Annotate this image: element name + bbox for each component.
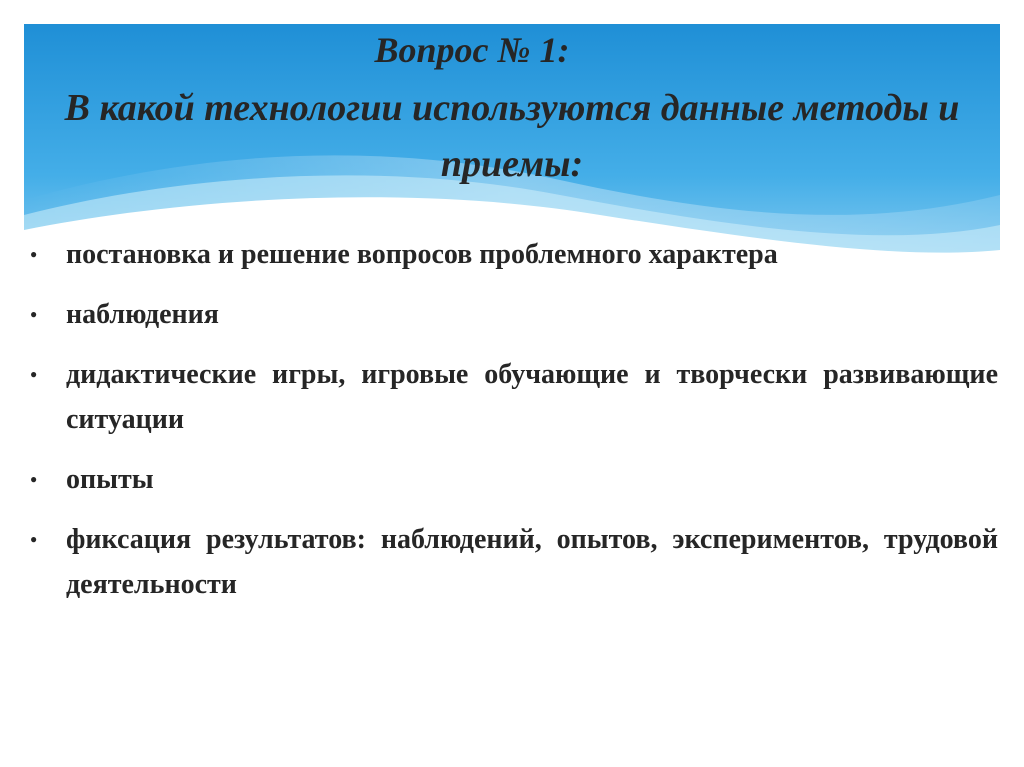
bullet-icon: ● xyxy=(30,307,38,321)
list-item-text: наблюдения xyxy=(66,299,219,330)
list-item-text: фиксация результатов: наблюдений, опытов, экспериментов, трудовой деятельности xyxy=(66,524,998,600)
list-item xyxy=(30,457,998,502)
bullet-icon: ● xyxy=(30,247,38,261)
methods-list xyxy=(30,232,998,622)
slide-title xyxy=(24,24,1000,192)
question-number: Вопрос № 1: xyxy=(374,30,570,70)
bullet-icon: ● xyxy=(30,472,38,486)
bullet-icon: ● xyxy=(30,532,38,546)
list-item-text: дидактические игры, игровые обучающие и творчески развивающие ситуации xyxy=(66,359,998,435)
list-item-text: постановка и решение вопросов проблемного характера xyxy=(66,239,778,270)
list-item-text: опыты xyxy=(66,464,154,495)
list-item xyxy=(30,352,998,442)
list-item xyxy=(30,232,998,277)
question-text: В какой технологии используются данные методы и приемы: xyxy=(64,87,960,185)
list-item xyxy=(30,292,998,337)
bullet-icon: ● xyxy=(30,367,38,381)
list-item xyxy=(30,517,998,607)
